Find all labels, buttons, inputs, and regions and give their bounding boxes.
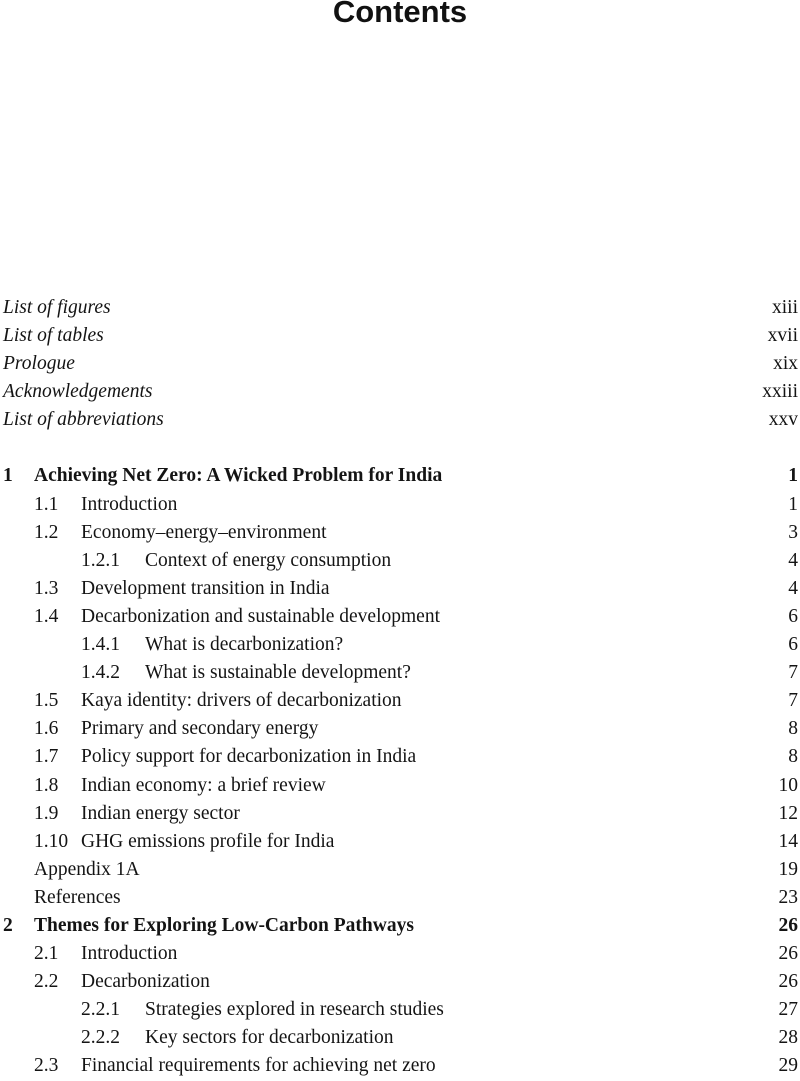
chapter-number: 2 bbox=[3, 914, 13, 936]
table-of-contents bbox=[0, 294, 800, 1081]
subsection-title: Strategies explored in research studies bbox=[145, 999, 444, 1021]
subsection-title: Context of energy consumption bbox=[145, 549, 392, 571]
subsection-title: Key sectors for decarbonization bbox=[145, 1027, 394, 1049]
section-page: 26 bbox=[778, 971, 798, 993]
section-number: 1.4 bbox=[34, 605, 59, 627]
toc-references-1[interactable] bbox=[0, 884, 800, 912]
section-title: Development transition in India bbox=[81, 577, 330, 599]
toc-subsection-1-2-1[interactable] bbox=[0, 547, 800, 575]
section-number: 1.10 bbox=[34, 830, 69, 852]
toc-entry-title: List of figures bbox=[3, 297, 111, 318]
toc-subsection-1-4-1[interactable] bbox=[0, 631, 800, 659]
section-page: 26 bbox=[778, 943, 798, 965]
subsection-number: 1.4.1 bbox=[81, 634, 120, 656]
section-title: Indian economy: a brief review bbox=[81, 774, 326, 796]
appendix-title: Appendix 1A bbox=[34, 858, 140, 880]
section-number: 1.7 bbox=[34, 746, 59, 768]
section-page: 7 bbox=[788, 690, 798, 712]
subsection-page: 4 bbox=[788, 549, 798, 571]
section-number: 1.6 bbox=[34, 718, 59, 740]
subsection-page: 27 bbox=[778, 999, 798, 1021]
subsection-page: 6 bbox=[788, 634, 798, 656]
section-number: 2.3 bbox=[34, 1055, 59, 1077]
section-page: 3 bbox=[788, 521, 798, 543]
toc-section-1-6[interactable] bbox=[0, 715, 800, 743]
toc-entry-list-of-abbreviations[interactable] bbox=[0, 406, 800, 434]
toc-section-1-8[interactable] bbox=[0, 772, 800, 800]
section-number: 1.1 bbox=[34, 493, 59, 515]
toc-section-1-3[interactable] bbox=[0, 575, 800, 603]
subsection-number: 2.2.2 bbox=[81, 1027, 120, 1049]
section-page: 29 bbox=[778, 1055, 798, 1077]
section-page: 1 bbox=[788, 493, 798, 515]
toc-entry-page: xvii bbox=[767, 325, 798, 347]
toc-entry-title: List of tables bbox=[3, 325, 104, 347]
toc-entry-page: xxv bbox=[768, 409, 798, 431]
section-page: 12 bbox=[778, 802, 798, 824]
chapter-title: Themes for Exploring Low-Carbon Pathways bbox=[34, 914, 414, 936]
toc-subsection-1-4-2[interactable] bbox=[0, 659, 800, 687]
toc-chapter-2[interactable] bbox=[0, 912, 800, 940]
subsection-page: 7 bbox=[788, 662, 798, 684]
chapter-page: 26 bbox=[778, 914, 798, 936]
section-title: Kaya identity: drivers of decarbonization bbox=[81, 690, 402, 712]
chapter-number: 1 bbox=[3, 465, 13, 487]
section-title: Economy–energy–environment bbox=[81, 521, 327, 543]
appendix-page: 19 bbox=[778, 858, 798, 880]
toc-entry-page: xxiii bbox=[762, 381, 798, 403]
chapter-page: 1 bbox=[788, 465, 798, 487]
section-title: Introduction bbox=[81, 493, 178, 515]
toc-appendix-1a[interactable] bbox=[0, 856, 800, 884]
toc-section-1-2[interactable] bbox=[0, 519, 800, 547]
toc-entry-list-of-figures[interactable] bbox=[0, 294, 800, 322]
toc-entry-title: Acknowledgements bbox=[3, 381, 153, 403]
section-title: Policy support for decarbonization in India bbox=[81, 746, 417, 768]
references-title: References bbox=[34, 886, 121, 908]
toc-subsection-2-2-2[interactable] bbox=[0, 1024, 800, 1052]
toc-entry-title: Prologue bbox=[3, 353, 75, 375]
page-title: Contents bbox=[332, 0, 468, 29]
toc-section-1-1[interactable] bbox=[0, 491, 800, 519]
section-page: 8 bbox=[788, 746, 798, 768]
section-page: 4 bbox=[788, 577, 798, 599]
subsection-number: 2.2.1 bbox=[81, 999, 120, 1021]
subsection-page: 28 bbox=[778, 1027, 798, 1049]
references-page: 23 bbox=[778, 886, 798, 908]
subsection-title: What is sustainable development? bbox=[145, 662, 411, 684]
section-title: Decarbonization bbox=[81, 971, 210, 993]
toc-section-1-10[interactable] bbox=[0, 828, 800, 856]
toc-section-1-9[interactable] bbox=[0, 800, 800, 828]
section-title: Indian energy sector bbox=[81, 802, 240, 824]
subsection-number: 1.2.1 bbox=[81, 549, 120, 571]
toc-entry-acknowledgements[interactable] bbox=[0, 378, 800, 406]
section-number: 2.1 bbox=[34, 943, 59, 965]
toc-section-1-5[interactable] bbox=[0, 687, 800, 715]
subsection-title: What is decarbonization? bbox=[145, 634, 344, 656]
section-title: Introduction bbox=[81, 943, 178, 965]
chapter-title: Achieving Net Zero: A Wicked Problem for India bbox=[34, 465, 443, 487]
toc-entry-prologue[interactable] bbox=[0, 350, 800, 378]
toc-chapter-1[interactable] bbox=[0, 462, 800, 490]
section-page: 10 bbox=[778, 774, 798, 796]
toc-entry-page: xiii bbox=[771, 297, 798, 318]
toc-section-1-7[interactable] bbox=[0, 743, 800, 771]
toc-subsection-2-2-1[interactable] bbox=[0, 996, 800, 1024]
toc-entry-title: List of abbreviations bbox=[3, 409, 164, 431]
section-number: 1.9 bbox=[34, 802, 59, 824]
section-number: 1.3 bbox=[34, 577, 59, 599]
subsection-number: 1.4.2 bbox=[81, 662, 120, 684]
section-title: Decarbonization and sustainable development bbox=[81, 605, 440, 627]
toc-section-2-3[interactable] bbox=[0, 1052, 800, 1080]
section-number: 1.2 bbox=[34, 521, 59, 543]
toc-section-2-1[interactable] bbox=[0, 940, 800, 968]
section-page: 6 bbox=[788, 605, 798, 627]
section-number: 1.8 bbox=[34, 774, 59, 796]
toc-section-2-2[interactable] bbox=[0, 968, 800, 996]
toc-section-1-4[interactable] bbox=[0, 603, 800, 631]
toc-entry-page: xix bbox=[773, 353, 798, 375]
section-number: 1.5 bbox=[34, 690, 59, 712]
section-title: Primary and secondary energy bbox=[81, 718, 319, 740]
section-number: 2.2 bbox=[34, 971, 59, 993]
section-page: 14 bbox=[778, 830, 798, 852]
section-title: GHG emissions profile for India bbox=[81, 830, 335, 852]
toc-entry-list-of-tables[interactable] bbox=[0, 322, 800, 350]
section-title: Financial requirements for achieving net zero bbox=[81, 1055, 436, 1077]
section-page: 8 bbox=[788, 718, 798, 740]
